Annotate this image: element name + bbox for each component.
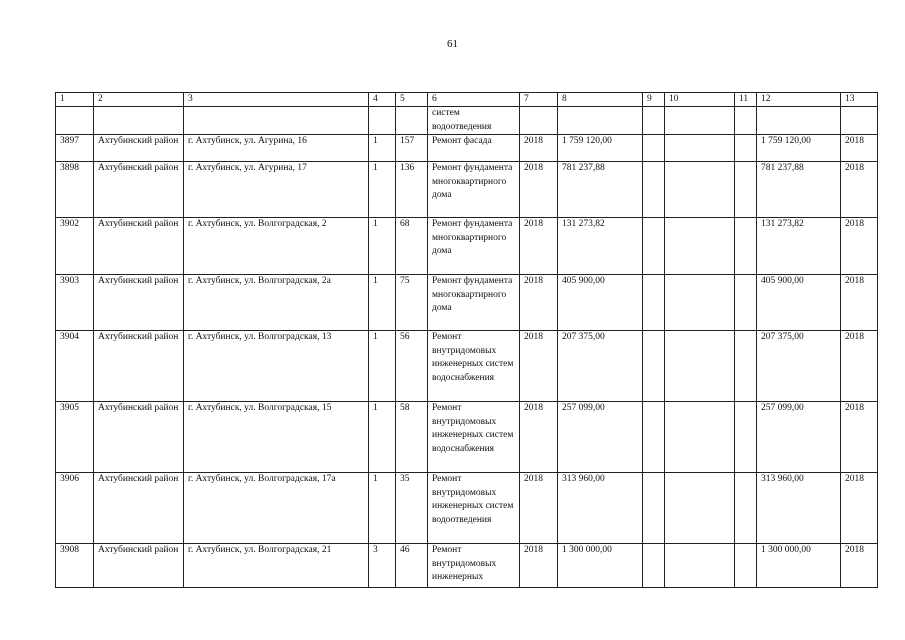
work-type-cell: Ремонт внутридомовых инженерных систем водоснабжения [428,331,520,402]
col5-cell: 68 [396,218,428,275]
address-cell [184,107,369,135]
address-cell: г. Ахтубинск, ул. Агурина, 17 [184,162,369,218]
total-amount-cell [757,107,841,135]
page-number: 61 [447,38,458,50]
col5-cell: 35 [396,473,428,544]
col4-cell: 1 [369,275,396,331]
row-number-cell [56,107,94,135]
column-header-12: 12 [757,93,841,107]
capital-repair-table [55,92,878,588]
amount-cell [558,107,643,135]
work-type-cell: Ремонт фасада [428,135,520,162]
address-cell: г. Ахтубинск, ул. Волгоградская, 21 [184,544,369,588]
column-header-13: 13 [841,93,878,107]
col10-cell [665,107,735,135]
total-amount-cell: 405 900,00 [757,275,841,331]
planned-year-cell: 2018 [841,402,878,473]
total-amount-cell: 207 375,00 [757,331,841,402]
col4-cell: 1 [369,162,396,218]
col9-cell [643,162,665,218]
col4-cell: 1 [369,331,396,402]
work-type-cell: Ремонт внутридомовых инженерных систем водоотведения [428,473,520,544]
table-row [56,331,878,402]
column-header-9: 9 [643,93,665,107]
col5-cell: 56 [396,331,428,402]
total-amount-cell: 781 237,88 [757,162,841,218]
row-number-cell: 3904 [56,331,94,402]
col4-cell: 3 [369,544,396,588]
column-header-7: 7 [520,93,558,107]
year-cell [520,107,558,135]
col11-cell [735,218,757,275]
col10-cell [665,473,735,544]
table-header-row [56,93,878,107]
total-amount-cell: 131 273,82 [757,218,841,275]
col5-cell: 46 [396,544,428,588]
year-cell: 2018 [520,218,558,275]
amount-cell: 1 759 120,00 [558,135,643,162]
col4-cell: 1 [369,402,396,473]
district-cell: Ахтубинский район [94,135,184,162]
col4-cell: 1 [369,473,396,544]
col4-cell: 1 [369,135,396,162]
col10-cell [665,218,735,275]
address-cell: г. Ахтубинск, ул. Агурина, 16 [184,135,369,162]
year-cell: 2018 [520,402,558,473]
total-amount-cell: 313 960,00 [757,473,841,544]
address-cell: г. Ахтубинск, ул. Волгоградская, 2 [184,218,369,275]
planned-year-cell: 2018 [841,162,878,218]
table-row [56,544,878,588]
planned-year-cell: 2018 [841,473,878,544]
district-cell [94,107,184,135]
year-cell: 2018 [520,331,558,402]
table-row [56,135,878,162]
col11-cell [735,275,757,331]
col9-cell [643,218,665,275]
col9-cell [643,473,665,544]
col4-cell [369,107,396,135]
col10-cell [665,331,735,402]
col4-cell: 1 [369,218,396,275]
col11-cell [735,107,757,135]
col11-cell [735,402,757,473]
planned-year-cell: 2018 [841,135,878,162]
column-header-10: 10 [665,93,735,107]
table-row [56,218,878,275]
district-cell: Ахтубинский район [94,473,184,544]
total-amount-cell: 257 099,00 [757,402,841,473]
column-header-1: 1 [56,93,94,107]
amount-cell: 1 300 000,00 [558,544,643,588]
col9-cell [643,135,665,162]
table-row [56,107,878,135]
year-cell: 2018 [520,135,558,162]
col11-cell [735,162,757,218]
work-type-cell: Ремонт фундамента многоквартирного дома [428,218,520,275]
address-cell: г. Ахтубинск, ул. Волгоградская, 15 [184,402,369,473]
amount-cell: 207 375,00 [558,331,643,402]
col5-cell: 58 [396,402,428,473]
table-row [56,402,878,473]
col10-cell [665,275,735,331]
col11-cell [735,331,757,402]
district-cell: Ахтубинский район [94,331,184,402]
table-row [56,275,878,331]
total-amount-cell: 1 300 000,00 [757,544,841,588]
work-type-cell: Ремонт внутридомовых инженерных систем водоснабжения [428,402,520,473]
year-cell: 2018 [520,544,558,588]
column-header-5: 5 [396,93,428,107]
col9-cell [643,331,665,402]
col9-cell [643,402,665,473]
row-number-cell: 3906 [56,473,94,544]
col9-cell [643,544,665,588]
column-header-3: 3 [184,93,369,107]
row-number-cell: 3898 [56,162,94,218]
planned-year-cell: 2018 [841,544,878,588]
col10-cell [665,544,735,588]
table-body [56,107,878,588]
column-header-4: 4 [369,93,396,107]
col9-cell [643,275,665,331]
column-header-11: 11 [735,93,757,107]
work-type-cell: Ремонт фундамента многоквартирного дома [428,275,520,331]
col9-cell [643,107,665,135]
district-cell: Ахтубинский район [94,218,184,275]
amount-cell: 257 099,00 [558,402,643,473]
row-number-cell: 3897 [56,135,94,162]
amount-cell: 131 273,82 [558,218,643,275]
table-row [56,473,878,544]
district-cell: Ахтубинский район [94,275,184,331]
amount-cell: 313 960,00 [558,473,643,544]
col5-cell: 75 [396,275,428,331]
work-type-cell: систем водоотведения [428,107,520,135]
row-number-cell: 3903 [56,275,94,331]
amount-cell: 405 900,00 [558,275,643,331]
col10-cell [665,162,735,218]
amount-cell: 781 237,88 [558,162,643,218]
year-cell: 2018 [520,275,558,331]
column-header-8: 8 [558,93,643,107]
planned-year-cell: 2018 [841,275,878,331]
col11-cell [735,544,757,588]
planned-year-cell: 2018 [841,218,878,275]
district-cell: Ахтубинский район [94,162,184,218]
col5-cell: 136 [396,162,428,218]
work-type-cell: Ремонт внутридомовых инженерных [428,544,520,588]
column-header-6: 6 [428,93,520,107]
col10-cell [665,402,735,473]
year-cell: 2018 [520,473,558,544]
address-cell: г. Ахтубинск, ул. Волгоградская, 13 [184,331,369,402]
col11-cell [735,473,757,544]
district-cell: Ахтубинский район [94,544,184,588]
planned-year-cell: 2018 [841,331,878,402]
col5-cell [396,107,428,135]
col5-cell: 157 [396,135,428,162]
col11-cell [735,135,757,162]
row-number-cell: 3902 [56,218,94,275]
column-header-2: 2 [94,93,184,107]
address-cell: г. Ахтубинск, ул. Волгоградская, 2а [184,275,369,331]
row-number-cell: 3908 [56,544,94,588]
col10-cell [665,135,735,162]
table-row [56,162,878,218]
planned-year-cell [841,107,878,135]
address-cell: г. Ахтубинск, ул. Волгоградская, 17а [184,473,369,544]
year-cell: 2018 [520,162,558,218]
row-number-cell: 3905 [56,402,94,473]
work-type-cell: Ремонт фундамента многоквартирного дома [428,162,520,218]
total-amount-cell: 1 759 120,00 [757,135,841,162]
district-cell: Ахтубинский район [94,402,184,473]
